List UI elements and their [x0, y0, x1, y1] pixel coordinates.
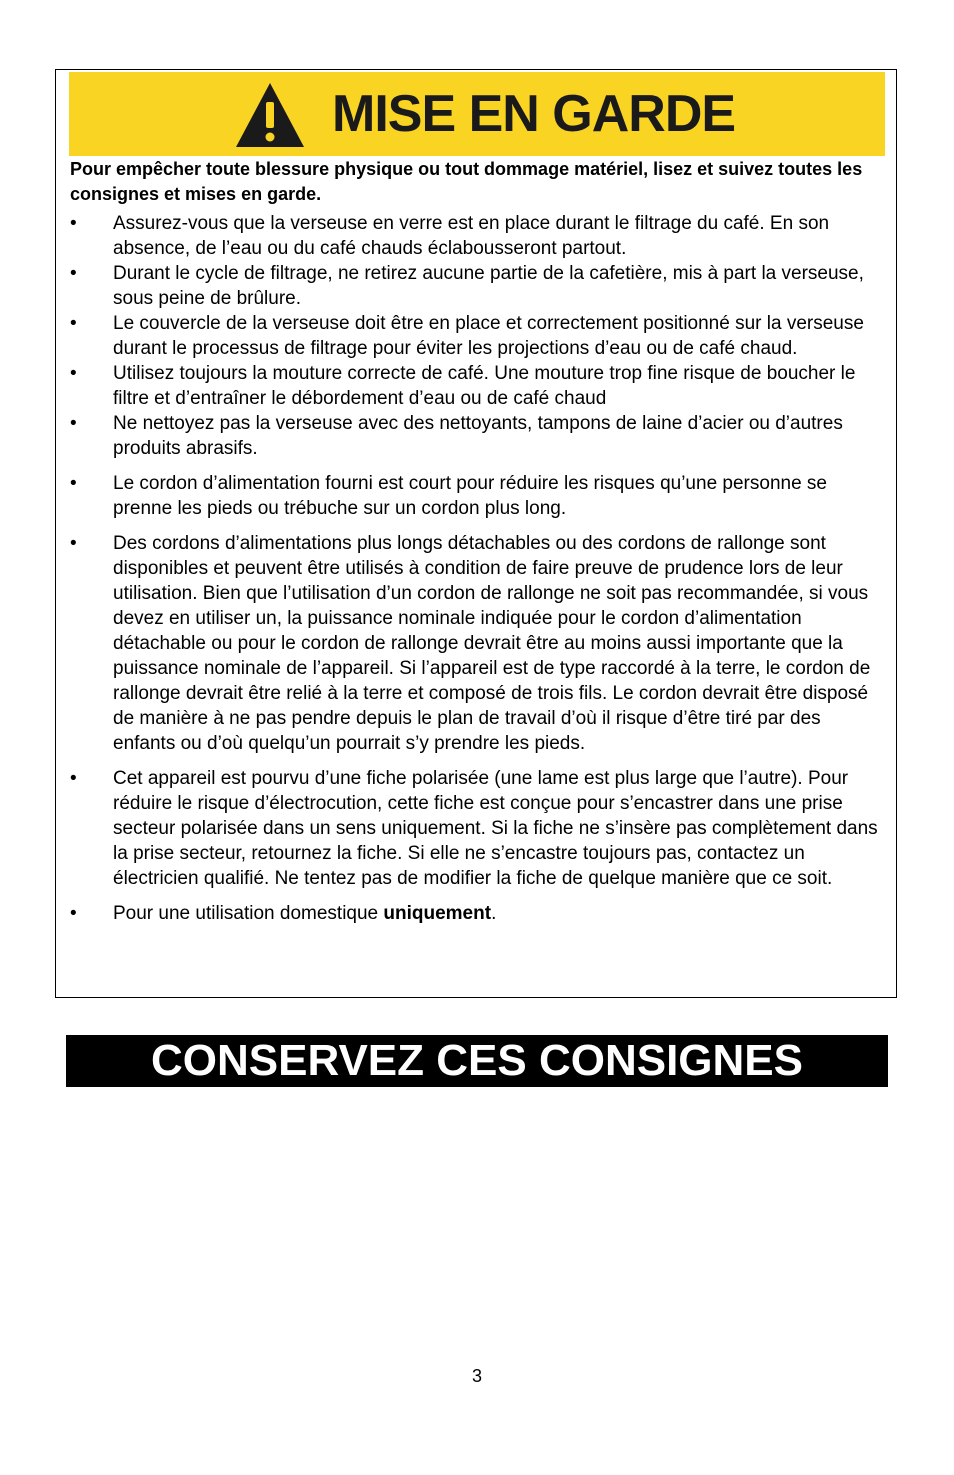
bullet: •	[70, 363, 77, 384]
bullet: •	[70, 213, 77, 234]
list-item	[70, 411, 888, 461]
warning-box	[55, 69, 897, 998]
warning-intro: Pour empêcher toute blessure physique ou tout dommage matériel, lisez et suivez toutes les consignes et mises en garde.	[70, 159, 863, 204]
list-item-text	[113, 903, 496, 924]
bullet: •	[70, 473, 77, 494]
page-number: 3	[471, 1366, 482, 1386]
save-instructions-banner: CONSERVEZ CES CONSIGNES	[66, 1035, 888, 1087]
warning-banner	[69, 72, 885, 156]
list-item-text: Cet appareil est pourvu d’une fiche polarisée (une lame est plus large que l’autre). Pour réduire le risque d’électrocution, cette fiche est conçue pour s’encastrer dans une prise secteur polarisée dans un sens uniquement. Si la fiche ne s’insère pas complètement dans la prise secteur, retournez la fiche. Si elle ne s’encastre toujours pas, contactez un électricien qualifié. Ne tentez pas de modifier la fiche de quelque manière que ce soit.	[113, 768, 878, 889]
bullet: •	[70, 768, 77, 789]
bullet: •	[70, 903, 77, 924]
list-item-text: Utilisez toujours la mouture correcte de café. Une mouture trop fine risque de boucher le filtre et d’entraîner le débordement d’eau ou de café chaud	[113, 363, 856, 409]
warning-list	[70, 211, 888, 926]
list-item	[70, 531, 888, 756]
list-item-text: Le couvercle de la verseuse doit être en place et correctement positionné sur la verseuse durant le processus de filtrage pour éviter les projections d’eau ou de café chaud.	[113, 313, 864, 359]
list-item	[70, 311, 888, 361]
list-item-text-suffix: .	[491, 903, 497, 924]
bullet: •	[70, 263, 77, 284]
warning-triangle-icon	[234, 80, 306, 150]
list-item-text: Assurez-vous que la verseuse en verre est en place durant le filtrage du café. En son absence, de l’eau ou du café chauds éclabousseront partout.	[113, 213, 830, 259]
list-item	[70, 361, 888, 411]
bullet: •	[70, 413, 77, 434]
list-item-text: Ne nettoyez pas la verseuse avec des nettoyants, tampons de laine d’acier ou d’autres produits abrasifs.	[113, 413, 843, 459]
list-item-text: Durant le cycle de filtrage, ne retirez aucune partie de la cafetière, mis à part la verseuse, sous peine de brûlure.	[113, 263, 864, 309]
list-item-text-prefix: Pour une utilisation domestique	[113, 903, 384, 924]
bullet: •	[70, 533, 77, 554]
list-item	[70, 471, 888, 521]
warning-title: MISE EN GARDE	[332, 85, 736, 143]
list-item	[70, 901, 888, 926]
list-item-text-emphasis: uniquement	[383, 903, 492, 924]
list-item	[70, 261, 888, 311]
list-item	[70, 766, 888, 891]
list-item	[70, 211, 888, 261]
bullet: •	[70, 313, 77, 334]
list-item-text: Des cordons d’alimentations plus longs détachables ou des cordons de rallonge sont disponibles et peuvent être utilisés à condition de faire preuve de prudence lors de leur utilisation. Bien que l’utilisation d’un cordon de rallonge ne soit pas recommandée, si vous devez en utiliser un, la puissance nominale indiquée pour le cordon d’alimentation détachable ou pour le cordon de rallonge devrait être au moins aussi importante que la puissance nominale de l’appareil. Si l’appareil est de type raccordé à la terre, le cordon de rallonge devrait être relié à la terre et composé de trois fils. Le cordon devrait être disposé de manière à ne pas pendre depuis le plan de travail d’où il risque d’être tiré par des enfants ou d’où quelqu’un pourrait s’y prendre les pieds.	[113, 533, 871, 754]
list-item-text: Le cordon d’alimentation fourni est court pour réduire les risques qu’une personne se prenne les pieds ou trébuche sur un cordon plus long.	[113, 473, 827, 519]
